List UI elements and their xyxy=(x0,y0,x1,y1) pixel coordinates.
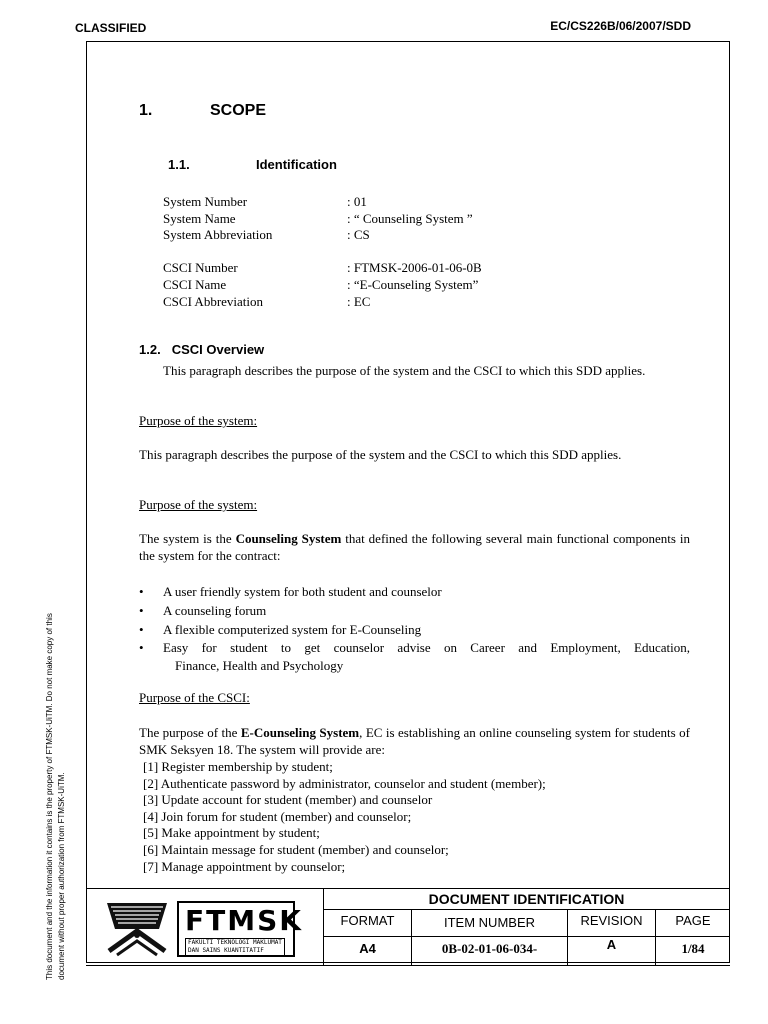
list-item xyxy=(139,601,690,620)
id-row xyxy=(163,276,479,294)
subsection-number: 1.1. xyxy=(168,157,190,172)
list-item xyxy=(139,639,690,675)
list-item: [1] Register membership by student; xyxy=(143,759,333,774)
id-label: System Number xyxy=(163,194,248,209)
list-item xyxy=(139,582,690,601)
id-spacer xyxy=(163,244,272,261)
id-label: System Name xyxy=(163,210,236,226)
list-item-text: A user friendly system for both student and counselor xyxy=(163,584,442,599)
id-value: : CS xyxy=(347,227,370,243)
id-value: : “E-Counseling System” xyxy=(347,276,479,292)
id-row xyxy=(163,260,482,277)
footer-bottom-border xyxy=(86,962,730,963)
list-item-text: A counseling forum xyxy=(163,603,267,618)
subsection-number: 1.2. xyxy=(139,342,161,357)
list-item: [4] Join forum for student (member) and counselor; xyxy=(143,808,412,824)
footer-divider xyxy=(323,909,730,910)
bullet-icon: • xyxy=(139,584,144,599)
item-number-value: 0B-02-01-06-034- xyxy=(441,941,538,956)
footer-divider xyxy=(323,936,730,937)
text-run: , EC is establishing an online counseling system for students of SMK Seksyen 18. The system will provide are: xyxy=(139,725,690,757)
id-label: System Abbreviation xyxy=(163,227,273,243)
id-value: : 01 xyxy=(347,194,367,209)
list-item-text: A flexible computerized system for E-Counseling xyxy=(163,622,422,637)
uitm-crest-logo xyxy=(103,899,171,957)
identification-table xyxy=(163,194,482,310)
id-row xyxy=(163,293,371,311)
item-number-label: ITEM NUMBER xyxy=(444,915,535,930)
csci-description xyxy=(139,725,690,758)
bullet-icon: • xyxy=(139,622,144,637)
csci-name-bold: E-Counseling System xyxy=(240,725,360,740)
revision-value: A xyxy=(606,937,617,952)
text-run: The system is the xyxy=(139,531,236,546)
classification-label: CLASSIFIED xyxy=(75,21,147,35)
copyright-notice: This document and the information it contains is the property of FTMSK-UiTM. Do not make copy of this document without proper authorization from FTMSK-UiTM. xyxy=(45,613,66,980)
list-item xyxy=(139,620,690,639)
logo-wordmark: FTMSK xyxy=(185,904,303,937)
id-row xyxy=(163,227,370,244)
revision-label: REVISION xyxy=(580,913,643,928)
overview-intro: This paragraph describes the purpose of the system and the CSCI to which this SDD applies. xyxy=(163,363,646,378)
section-1-2-heading xyxy=(139,342,264,357)
system-name-bold: Counseling System xyxy=(235,531,342,546)
section-title: SCOPE xyxy=(210,102,267,119)
document-code: EC/CS226B/06/2007/SDD xyxy=(550,19,691,33)
list-item: [3] Update account for student (member) and counselor xyxy=(143,792,433,808)
format-label: FORMAT xyxy=(340,913,395,928)
system-description xyxy=(139,531,690,564)
list-item: [5] Make appointment by student; xyxy=(143,825,320,841)
logo-subtext-line: FAKULTI TEKNOLOGI MAKLUMAT xyxy=(188,939,282,946)
document-identification-title: DOCUMENT IDENTIFICATION xyxy=(428,891,625,907)
id-value: : “ Counseling System ” xyxy=(347,210,473,226)
logo-subtext-line: DAN SAINS KUANTITATIF xyxy=(188,947,264,954)
list-item: [2] Authenticate password by administrator, counselor and student (member); xyxy=(143,775,546,791)
purpose-csci-heading: Purpose of the CSCI: xyxy=(139,690,250,705)
bullet-icon: • xyxy=(139,603,144,618)
id-label: CSCI Number xyxy=(163,260,238,276)
id-label: CSCI Abbreviation xyxy=(163,293,264,309)
subsection-title: Identification xyxy=(256,157,337,172)
ftmsk-logo xyxy=(177,901,303,957)
purpose-system-heading-1: Purpose of the system: xyxy=(139,413,258,428)
id-row xyxy=(163,194,367,211)
list-item-text: Finance, Health and Psychology xyxy=(175,658,344,673)
page-value: 1/84 xyxy=(681,941,705,956)
subsection-title: CSCI Overview xyxy=(171,342,265,357)
list-item-text: Easy for student to get counselor advise on Career and Employment, Education, xyxy=(163,640,690,655)
id-value: : FTMSK-2006-01-06-0B xyxy=(347,260,482,276)
id-row xyxy=(163,210,473,228)
page-label: PAGE xyxy=(675,913,711,928)
section-1-1-heading xyxy=(168,157,337,172)
list-item: [6] Maintain message for student (member) and counselor; xyxy=(143,841,449,857)
id-label: CSCI Name xyxy=(163,276,227,292)
component-bullet-list xyxy=(139,582,690,675)
footer-bottom-border-double xyxy=(86,965,730,966)
footer-top-border xyxy=(86,888,730,889)
logo-subtext xyxy=(185,938,285,956)
section-1-heading xyxy=(139,102,267,120)
purpose-system-heading-2: Purpose of the system: xyxy=(139,497,258,512)
text-run: that defined the following several main functional components in the system for the contract: xyxy=(139,531,690,563)
overview-paragraph-2: This paragraph describes the purpose of the system and the CSCI to which this SDD applies. xyxy=(139,447,622,462)
csci-function-list xyxy=(143,759,546,875)
format-value: A4 xyxy=(359,941,376,956)
bullet-icon: • xyxy=(139,640,144,655)
id-value: : EC xyxy=(347,293,371,309)
text-run: The purpose of the xyxy=(139,725,241,740)
section-number: 1. xyxy=(139,102,153,119)
list-item: [7] Manage appointment by counselor; xyxy=(143,858,346,874)
